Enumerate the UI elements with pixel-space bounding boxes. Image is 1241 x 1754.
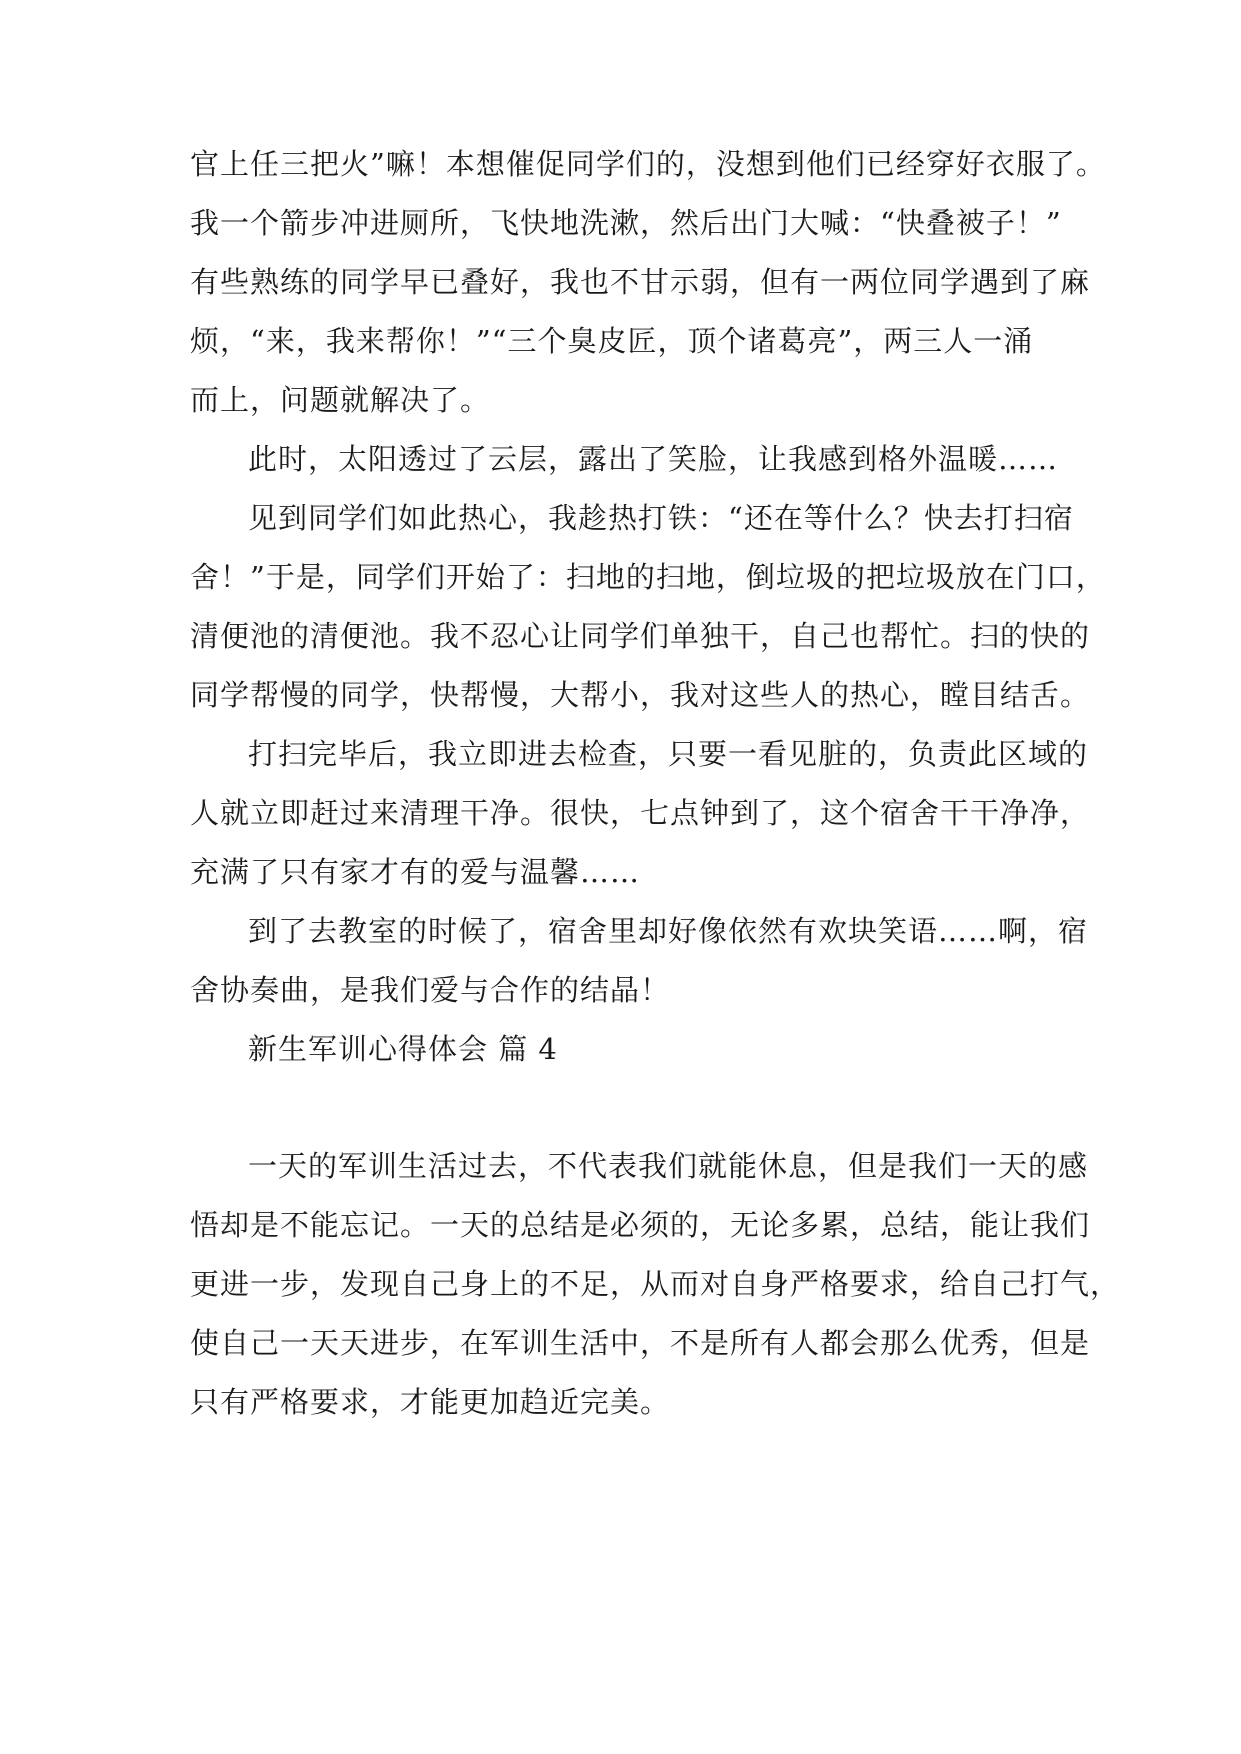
text-line: 此时，太阳透过了云层，露出了笑脸，让我感到格外温暖…… [248, 442, 1059, 476]
text-line: 见到同学们如此热心，我趁热打铁：“还在等什么？快去打扫宿 [248, 501, 1074, 535]
text-line: 更进一步，发现自己身上的不足，从而对自身严格要求，给自己打气， [190, 1267, 1121, 1301]
text-line: 烦，“来，我来帮你！”“三个臭皮匠，顶个诸葛亮”，两三人一涌 [190, 324, 1034, 358]
text-line: 而上，问题就解决了。 [190, 383, 491, 417]
text-line: 只有严格要求，才能更加趋近完美。 [190, 1385, 671, 1419]
text-line: 舍协奏曲，是我们爱与合作的结晶！ [190, 973, 671, 1007]
text-line: 我一个箭步冲进厕所，飞快地洗漱，然后出门大喊：“快叠被子！” [190, 206, 1062, 240]
text-line: 到了去教室的时候了，宿舍里却好像依然有欢块笑语……啊，宿 [248, 914, 1089, 948]
text-line: 清便池的清便池。我不忍心让同学们单独干，自己也帮忙。扫的快的 [190, 619, 1091, 653]
text-line: 同学帮慢的同学，快帮慢，大帮小，我对这些人的热心，瞠目结舌。 [190, 678, 1091, 712]
text-line: 舍！”于是，同学们开始了：扫地的扫地，倒垃圾的把垃圾放在门口， [190, 560, 1106, 594]
section-heading: 新生军训心得体会 篇 4 [248, 1032, 558, 1066]
text-line: 使自己一天天进步，在军训生活中，不是所有人都会那么优秀，但是 [190, 1326, 1091, 1360]
text-line: 悟却是不能忘记。一天的总结是必须的，无论多累，总结，能让我们 [190, 1208, 1091, 1242]
text-line: 人就立即赶过来清理干净。很快，七点钟到了，这个宿舍干干净净， [190, 796, 1091, 830]
text-line: 有些熟练的同学早已叠好，我也不甘示弱，但有一两位同学遇到了麻 [190, 265, 1091, 299]
text-line: 官上任三把火”嘛！本想催促同学们的，没想到他们已经穿好衣服了。 [190, 147, 1106, 181]
text-line: 打扫完毕后，我立即进去检查，只要一看见脏的，负责此区域的 [248, 737, 1089, 771]
text-line: 一天的军训生活过去，不代表我们就能休息，但是我们一天的感 [248, 1149, 1089, 1183]
text-line: 充满了只有家才有的爱与温馨…… [190, 855, 641, 889]
